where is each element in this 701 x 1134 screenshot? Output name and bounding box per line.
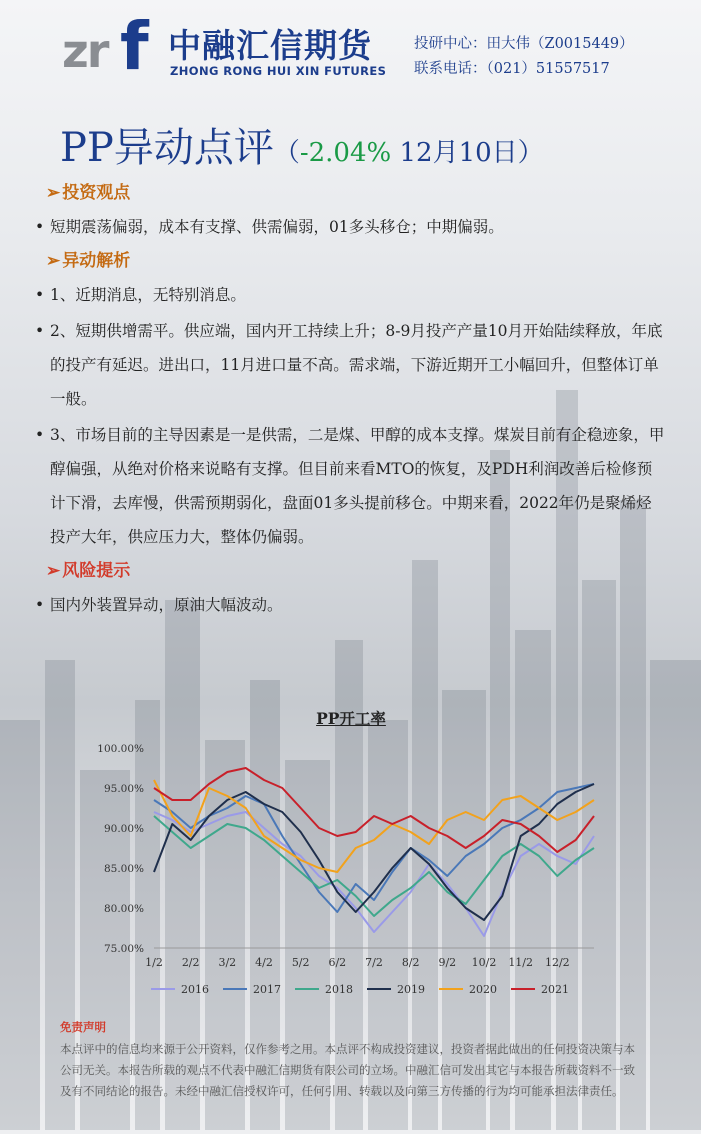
series-line-2020 (154, 780, 594, 872)
bullet-icon: • (35, 218, 45, 236)
price-change: -2.04% (299, 138, 392, 168)
contact-info (414, 32, 634, 82)
y-tick-label: 90.00% (103, 823, 144, 835)
list-item: • 短期震荡偏弱，成本有支撑、供需偏弱，01多头移仓；中期偏弱。 (34, 210, 666, 244)
phone-info: 联系电话：（021）51557517 (414, 61, 610, 77)
logo-mark-gray: zr (62, 24, 108, 78)
x-tick-label: 11/2 (508, 956, 534, 969)
logo-mark-blue: f (120, 8, 149, 85)
disclaimer (60, 1017, 640, 1102)
page-title (60, 116, 544, 173)
chart-canvas (96, 733, 606, 1003)
arrow-icon: ➢ (46, 183, 61, 203)
x-tick-label: 6/2 (328, 956, 347, 969)
list-item: • 3、市场目前的主导因素是一是供需，二是煤、甲醇的成本支撑。煤炭目前有企稳迹象，甲醇偏强，从绝对价格来说略有支撑。但目前来看MTO的恢复，及PDH利润改善后检修预计下滑，去库慢，供需预期弱化，盘面01多头提前移仓。中期来看，2022年仍是聚烯烃投产大年，供应压力大，整体仍偏弱。 (34, 418, 666, 554)
logo-name-en: ZHONG RONG HUI XIN FUTURES (170, 64, 387, 78)
commentary (35, 176, 666, 622)
title-date: 12月10日） (391, 138, 544, 168)
arrow-icon: ➢ (46, 251, 61, 271)
bullet-icon: • (35, 286, 45, 304)
y-tick-label: 75.00% (103, 943, 144, 955)
list-item: • 国内外装置异动，原油大幅波动。 (34, 588, 666, 622)
section-heading-analysis: ➢ 异动解析 (46, 251, 131, 271)
header (0, 0, 701, 95)
x-tick-label: 3/2 (218, 956, 237, 969)
logo-name-cn: 中融汇信期货 (168, 26, 372, 65)
list-item: • 2、短期供增需平。供应端，国内开工持续上升；8-9月投产产量10月开始陆续释放，年底的投产有延迟。进出口，11月进口量不高。需求端，下游近期开工小幅回升，但整体订单一般。 (34, 314, 666, 416)
y-tick-label: 95.00% (103, 783, 144, 795)
legend-label: 2018 (325, 983, 353, 996)
title-main: PP异动点评 (60, 125, 274, 171)
x-tick-label: 9/2 (438, 956, 457, 969)
bullet-icon: • (35, 322, 45, 340)
analyst-info: 投研中心：田大伟（Z0015449） (414, 36, 634, 52)
x-tick-label: 7/2 (365, 956, 383, 969)
company-logo (62, 8, 387, 85)
y-tick-label: 80.00% (103, 903, 144, 915)
legend-label: 2020 (469, 983, 497, 996)
legend-label: 2017 (253, 983, 281, 996)
section-heading-risk: ➢ 风险提示 (46, 561, 131, 581)
pp-operating-rate-chart (96, 707, 606, 1007)
x-tick-label: 2/2 (181, 956, 200, 969)
legend-label: 2019 (397, 983, 425, 996)
x-tick-label: 12/2 (544, 956, 570, 969)
x-tick-label: 8/2 (401, 956, 420, 969)
disclaimer-body: 本点评中的信息均来源于公开资料，仅作参考之用。本点评不构成投资建议，投资者据此做出的任何投资决策与本公司无关。本报告所载的观点不代表中融汇信期货有限公司的立场。中融汇信可发出其它与本报告所载资料不一致及有不同结论的报告。未经中融汇信授权许可，任何引用、转载以及向第三方传播的行为均可能承担法律责任。 (60, 1042, 635, 1098)
x-tick-label: 5/2 (291, 956, 310, 969)
disclaimer-heading: 免责声明 (60, 1020, 106, 1034)
arrow-icon: ➢ (46, 561, 61, 581)
x-tick-label: 1/2 (145, 956, 163, 969)
chart-title: PP开工率 (316, 709, 386, 728)
y-tick-label: 85.00% (103, 863, 144, 875)
x-tick-label: 4/2 (255, 956, 273, 969)
title-paren-open: （ (273, 138, 300, 168)
bullet-icon: • (35, 426, 45, 444)
legend-label: 2016 (181, 983, 209, 996)
bullet-icon: • (35, 596, 45, 614)
legend-label: 2021 (541, 983, 569, 996)
section-heading-view: ➢ 投资观点 (46, 183, 131, 203)
list-item: • 1、近期消息，无特别消息。 (34, 278, 666, 312)
x-tick-label: 10/2 (471, 956, 497, 969)
y-tick-label: 100.00% (97, 743, 144, 755)
